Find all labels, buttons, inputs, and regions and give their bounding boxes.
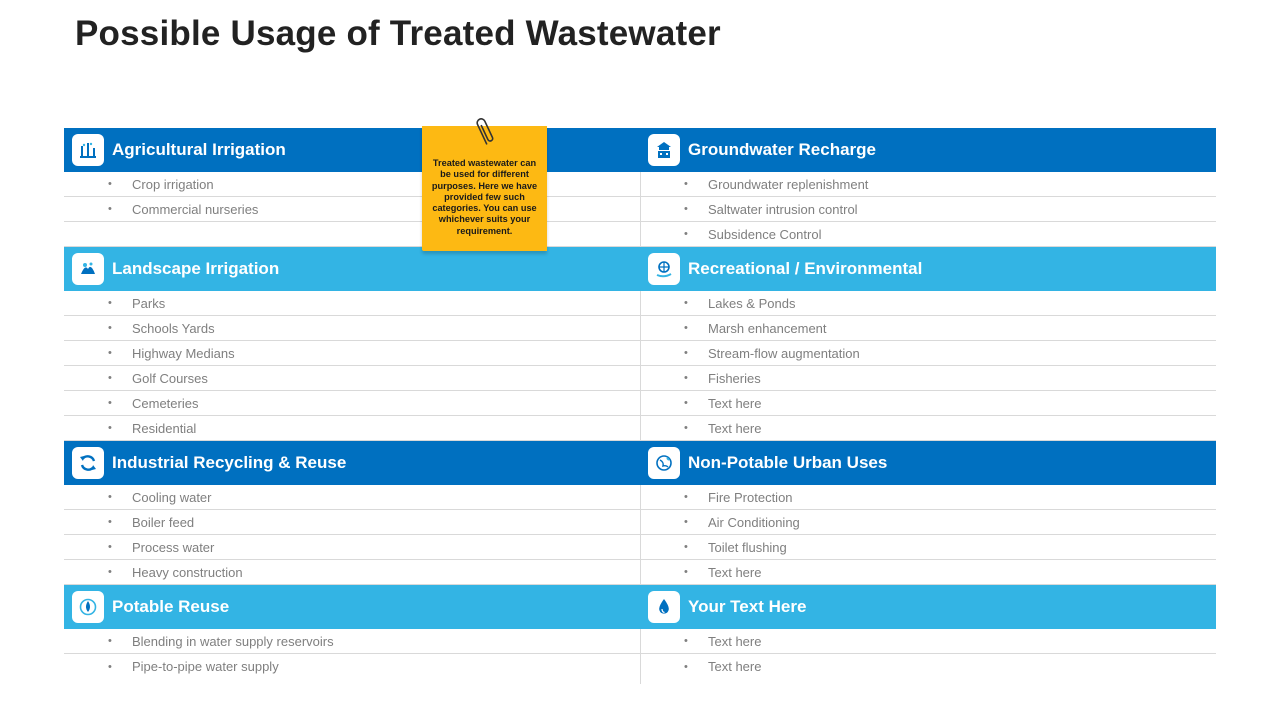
section-title: Your Text Here xyxy=(688,597,807,616)
list-item: • Text here xyxy=(640,560,1216,585)
list-item: • Commercial nurseries xyxy=(64,197,640,222)
list-item-empty xyxy=(64,222,640,247)
section-title: Landscape Irrigation xyxy=(112,259,280,278)
section-header-groundwater-recharge xyxy=(640,128,1216,172)
list-item: • Cemeteries xyxy=(64,391,640,416)
globe-hand-icon xyxy=(648,253,680,285)
list-item: • Air Conditioning xyxy=(640,510,1216,535)
list-item: • Cooling water xyxy=(64,485,640,510)
list-item: • Toilet flushing xyxy=(640,535,1216,560)
list-item: • Parks xyxy=(64,291,640,316)
section-title: Recreational / Environmental xyxy=(688,259,923,278)
left-column xyxy=(64,128,640,679)
water-drop-icon xyxy=(648,591,680,623)
water-drop-cycle-icon xyxy=(72,591,104,623)
list-item: • Saltwater intrusion control xyxy=(640,197,1216,222)
section-header-potable-reuse xyxy=(64,585,640,629)
section-title: Industrial Recycling & Reuse xyxy=(112,453,347,472)
list-item: • Subsidence Control xyxy=(640,222,1216,247)
paperclip-icon xyxy=(475,114,495,148)
section-title: Agricultural Irrigation xyxy=(112,140,286,159)
right-column xyxy=(640,128,1216,679)
section-header-recreational-environmental xyxy=(640,247,1216,291)
usage-table xyxy=(64,128,1216,684)
list-item: • Text here xyxy=(684,659,762,674)
list-item: • Golf Courses xyxy=(64,366,640,391)
section-header-industrial-recycling xyxy=(64,441,640,485)
landscape-icon xyxy=(72,253,104,285)
list-item: • Stream-flow augmentation xyxy=(640,341,1216,366)
globe-arrows-icon xyxy=(648,447,680,479)
section-title: Potable Reuse xyxy=(112,597,230,616)
irrigation-icon xyxy=(72,134,104,166)
list-item: • Schools Yards xyxy=(64,316,640,341)
section-title: Non-Potable Urban Uses xyxy=(688,453,888,472)
list-item: • Process water xyxy=(64,535,640,560)
list-item: • Groundwater replenishment xyxy=(640,172,1216,197)
list-item: • Crop irrigation xyxy=(64,172,640,197)
list-item: • Fisheries xyxy=(640,366,1216,391)
section-header-non-potable-urban xyxy=(640,441,1216,485)
sticky-note-text: Treated wastewater can be used for different purposes. Here we have provided few such categories. You can use whichever suits your requirement. xyxy=(431,158,538,236)
section-header-landscape-irrigation xyxy=(64,247,640,291)
list-item: • Marsh enhancement xyxy=(640,316,1216,341)
list-item: • Heavy construction xyxy=(64,560,640,585)
list-item: • Lakes & Ponds xyxy=(640,291,1216,316)
section-title: Groundwater Recharge xyxy=(688,140,876,159)
list-item: • Boiler feed xyxy=(64,510,640,535)
list-item: • Pipe-to-pipe water supply xyxy=(108,659,279,674)
recycle-icon xyxy=(72,447,104,479)
list-item: • Text here xyxy=(640,629,1216,654)
list-item: • Text here xyxy=(640,416,1216,441)
list-item: • Text here xyxy=(640,391,1216,416)
section-header-agricultural-irrigation xyxy=(64,128,640,172)
list-item: • Residential xyxy=(64,416,640,441)
sticky-note xyxy=(422,126,547,256)
list-item: • Blending in water supply reservoirs xyxy=(64,629,640,654)
page-title: Possible Usage of Treated Wastewater xyxy=(75,14,721,53)
list-item: • Highway Medians xyxy=(64,341,640,366)
well-icon xyxy=(648,134,680,166)
list-item: • Fire Protection xyxy=(640,485,1216,510)
section-header-your-text-here xyxy=(640,585,1216,629)
